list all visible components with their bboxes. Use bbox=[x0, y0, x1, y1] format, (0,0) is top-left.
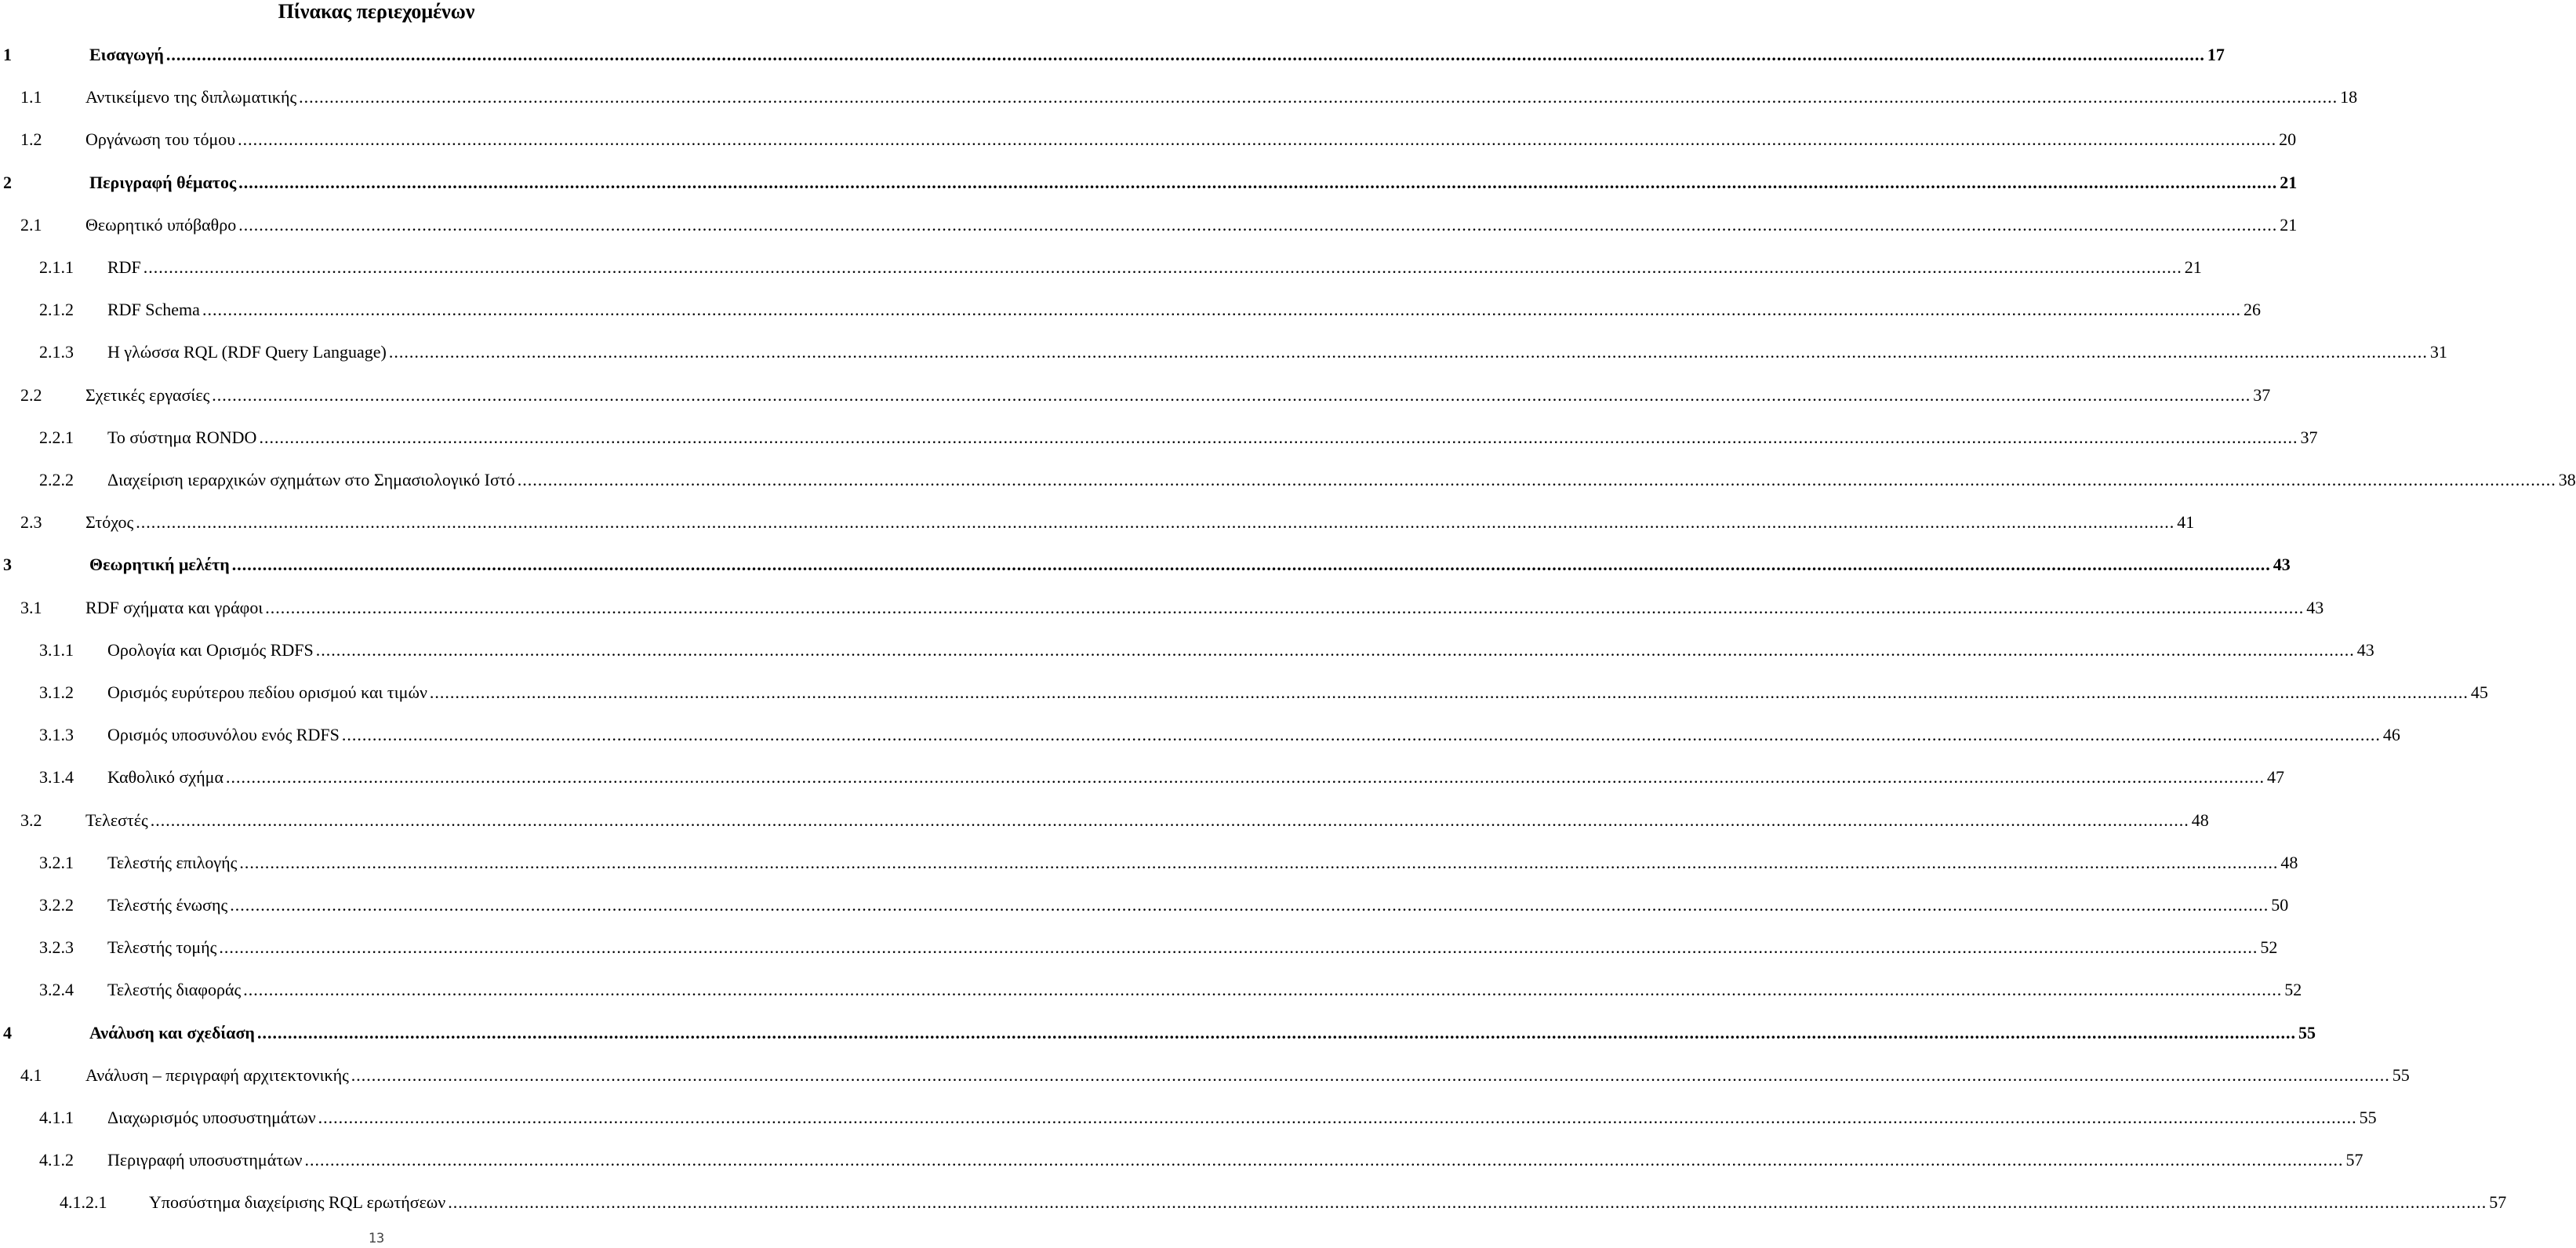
toc-entry-body bbox=[85, 127, 2297, 152]
toc-entry-body bbox=[107, 680, 2488, 705]
toc-entry[interactable] bbox=[0, 468, 2576, 493]
toc-entry-page: 20 bbox=[2279, 129, 2297, 149]
toc-entry-body bbox=[107, 297, 2261, 322]
toc-entry-title: Ορισμός ευρύτερου πεδίου ορισμού και τιμών bbox=[107, 682, 427, 702]
toc-entry-body bbox=[107, 638, 2374, 663]
page-number: 13 bbox=[368, 1231, 385, 1246]
toc-entry-title: Περιγραφή θέματος bbox=[89, 173, 237, 192]
dot-leader: ................................................................................................................................................................................................................................................................................................................................................................................................................ bbox=[136, 512, 2175, 532]
toc-entry-page: 55 bbox=[2298, 1023, 2316, 1042]
toc-entry-page: 17 bbox=[2207, 45, 2225, 64]
toc-entry-number: 3.1.3 bbox=[39, 725, 74, 744]
toc-entry-body bbox=[85, 595, 2324, 620]
toc-entry-number: 3.1.2 bbox=[39, 682, 74, 702]
toc-entry-page: 57 bbox=[2489, 1192, 2507, 1212]
toc-entry-body bbox=[107, 1148, 2363, 1173]
dot-leader: ................................................................................................................................................................................................................................................................................................................................................................................................................ bbox=[212, 385, 2251, 405]
toc-entry-title: Διαχωρισμός υποσυστημάτων bbox=[107, 1108, 316, 1127]
toc-entry-page: 55 bbox=[2359, 1108, 2377, 1127]
toc-entry-page: 21 bbox=[2280, 215, 2298, 235]
dot-leader: ................................................................................................................................................................................................................................................................................................................................................................................................................ bbox=[388, 342, 2428, 362]
toc-entry-body bbox=[107, 935, 2278, 960]
toc-entry[interactable] bbox=[0, 850, 2298, 875]
dot-leader: ................................................................................................................................................................................................................................................................................................................................................................................................................ bbox=[219, 937, 2258, 957]
toc-entry-page: 55 bbox=[2392, 1065, 2410, 1085]
toc-entry[interactable] bbox=[0, 170, 2298, 195]
toc-entry-title: Σχετικές εργασίες bbox=[85, 385, 210, 405]
toc-entry-page: 38 bbox=[2558, 470, 2576, 489]
toc-entry[interactable] bbox=[0, 552, 2291, 577]
toc-entry[interactable] bbox=[0, 383, 2271, 408]
toc-entry-number: 3.2 bbox=[20, 810, 42, 830]
toc-entry-number: 3.2.2 bbox=[39, 895, 74, 915]
toc-entry-body bbox=[149, 1190, 2507, 1215]
dot-leader: ................................................................................................................................................................................................................................................................................................................................................................................................................ bbox=[318, 1108, 2357, 1127]
toc-entry-number: 2.1.2 bbox=[39, 300, 74, 319]
toc-entry-number: 2.2.2 bbox=[39, 470, 74, 489]
toc-entry-title: Περιγραφή υποσυστημάτων bbox=[107, 1150, 303, 1170]
dot-leader: ................................................................................................................................................................................................................................................................................................................................................................................................................ bbox=[517, 470, 2556, 489]
toc-entry[interactable] bbox=[0, 213, 2298, 238]
toc-entry-title: Εισαγωγή bbox=[89, 45, 164, 64]
toc-entry-title: Οργάνωση του τόμου bbox=[85, 129, 236, 149]
toc-entry-title: RDF bbox=[107, 257, 141, 277]
toc-entry[interactable] bbox=[0, 977, 2302, 1002]
toc-entry-body bbox=[107, 722, 2400, 748]
toc-entry-title: Θεωρητική μελέτη bbox=[89, 555, 230, 574]
toc-entry[interactable] bbox=[0, 595, 2324, 620]
toc-entry[interactable] bbox=[0, 722, 2400, 748]
dot-leader: ................................................................................................................................................................................................................................................................................................................................................................................................................ bbox=[243, 980, 2283, 999]
dot-leader: ................................................................................................................................................................................................................................................................................................................................................................................................................ bbox=[165, 45, 2205, 64]
toc-entry-title: Τελεστής ένωσης bbox=[107, 895, 228, 915]
dot-leader: ................................................................................................................................................................................................................................................................................................................................................................................................................ bbox=[448, 1192, 2487, 1212]
toc-entry-page: 18 bbox=[2340, 87, 2358, 107]
toc-entry-number: 3.1 bbox=[20, 598, 42, 617]
toc-entry-page: 21 bbox=[2184, 257, 2202, 277]
toc-entry-page: 37 bbox=[2253, 385, 2271, 405]
toc-entry-body bbox=[107, 977, 2302, 1002]
toc-entry[interactable] bbox=[0, 808, 2209, 833]
toc-entry[interactable] bbox=[0, 1021, 2316, 1046]
toc-entry-body bbox=[85, 383, 2271, 408]
toc-entry[interactable] bbox=[0, 255, 2202, 280]
toc-entry[interactable] bbox=[0, 340, 2447, 365]
toc-entry-title: Τελεστής τομής bbox=[107, 937, 217, 957]
toc-entry-body bbox=[85, 85, 2358, 110]
toc-entry-title: Τελεστές bbox=[85, 810, 148, 830]
toc-entry-body bbox=[107, 893, 2289, 918]
toc-entry[interactable] bbox=[0, 1063, 2410, 1088]
toc-entry-page: 47 bbox=[2267, 767, 2285, 787]
toc-entry-title: Στόχος bbox=[85, 512, 134, 532]
toc-entry-body bbox=[85, 213, 2298, 238]
toc-entry-body bbox=[107, 425, 2318, 450]
toc-entry-title: Η γλώσσα RQL (RDF Query Language) bbox=[107, 342, 387, 362]
toc-entry[interactable] bbox=[0, 935, 2278, 960]
toc-entry[interactable] bbox=[0, 1190, 2507, 1215]
dot-leader: ................................................................................................................................................................................................................................................................................................................................................................................................................ bbox=[226, 767, 2265, 787]
toc-entry[interactable] bbox=[0, 893, 2289, 918]
toc-entry-page: 21 bbox=[2280, 173, 2298, 192]
toc-entry-page: 43 bbox=[2306, 598, 2324, 617]
dot-leader: ................................................................................................................................................................................................................................................................................................................................................................................................................ bbox=[238, 215, 2278, 235]
toc-entry-title: RDF σχήματα και γράφοι bbox=[85, 598, 263, 617]
toc-entry-title: Υποσύστημα διαχείρισης RQL ερωτήσεων bbox=[149, 1192, 446, 1212]
dot-leader: ................................................................................................................................................................................................................................................................................................................................................................................................................ bbox=[256, 1023, 2296, 1042]
toc-entry-number: 2.1.1 bbox=[39, 257, 74, 277]
toc-entry-page: 43 bbox=[2356, 640, 2374, 660]
toc-entry-page: 41 bbox=[2177, 512, 2195, 532]
toc-entry-number: 2.1 bbox=[20, 215, 42, 235]
toc-entry-title: Τελεστής διαφοράς bbox=[107, 980, 242, 999]
toc-entry-number: 4.1.2 bbox=[39, 1150, 74, 1170]
toc-entry-title: Ορισμός υποσυνόλου ενός RDFS bbox=[107, 725, 340, 744]
toc-entry-body bbox=[107, 255, 2202, 280]
toc-entry-number: 3.2.1 bbox=[39, 853, 74, 872]
toc-entry[interactable] bbox=[0, 1105, 2377, 1130]
toc-entry-page: 45 bbox=[2470, 682, 2488, 702]
toc-entry[interactable] bbox=[0, 85, 2358, 110]
toc-entry-page: 50 bbox=[2271, 895, 2289, 915]
toc-entry-title: RDF Schema bbox=[107, 300, 200, 319]
dot-leader: ................................................................................................................................................................................................................................................................................................................................................................................................................ bbox=[304, 1150, 2344, 1170]
toc-entry-body bbox=[107, 765, 2285, 790]
dot-leader: ................................................................................................................................................................................................................................................................................................................................................................................................................ bbox=[429, 682, 2469, 702]
toc-entry-page: 48 bbox=[2280, 853, 2298, 872]
toc-entry-body bbox=[89, 1021, 2316, 1046]
toc-entry-number: 4 bbox=[3, 1023, 12, 1042]
toc-entry-number: 3.2.4 bbox=[39, 980, 74, 999]
toc-entry-title: Τελεστής επιλογής bbox=[107, 853, 238, 872]
toc-entry-body bbox=[89, 42, 2225, 67]
toc-entry-number: 4.1 bbox=[20, 1065, 42, 1085]
toc-entry-page: 37 bbox=[2300, 428, 2318, 447]
dot-leader: ................................................................................................................................................................................................................................................................................................................................................................................................................ bbox=[238, 129, 2277, 149]
dot-leader: ................................................................................................................................................................................................................................................................................................................................................................................................................ bbox=[202, 300, 2241, 319]
toc-entry-number: 1 bbox=[3, 45, 12, 64]
page-title: Πίνακας περιεχομένων bbox=[278, 0, 475, 23]
toc-entry-title: Διαχείριση ιεραρχικών σχημάτων στο Σημασιολογικό Ιστό bbox=[107, 470, 515, 489]
toc-entry-body bbox=[107, 468, 2576, 493]
dot-leader: ................................................................................................................................................................................................................................................................................................................................................................................................................ bbox=[351, 1065, 2390, 1085]
toc-entry[interactable] bbox=[0, 42, 2225, 67]
toc-entry-title: Αντικείμενο της διπλωματικής bbox=[85, 87, 297, 107]
toc-entry-body bbox=[107, 1105, 2377, 1130]
toc-entry-number: 2.2.1 bbox=[39, 428, 74, 447]
toc-entry-page: 52 bbox=[2260, 937, 2278, 957]
toc-entry[interactable] bbox=[0, 1148, 2363, 1173]
toc-entry-page: 48 bbox=[2191, 810, 2209, 830]
toc-entry[interactable] bbox=[0, 765, 2285, 790]
toc-entry-title: Ανάλυση και σχεδίαση bbox=[89, 1023, 255, 1042]
toc-entry-number: 2.2 bbox=[20, 385, 42, 405]
toc-entry-page: 57 bbox=[2345, 1150, 2363, 1170]
toc-entry-number: 2 bbox=[3, 173, 12, 192]
toc-entry-body bbox=[85, 1063, 2410, 1088]
toc-entry-number: 3 bbox=[3, 555, 12, 574]
toc-entry-page: 46 bbox=[2382, 725, 2400, 744]
toc-entry-number: 1.1 bbox=[20, 87, 42, 107]
dot-leader: ................................................................................................................................................................................................................................................................................................................................................................................................................ bbox=[143, 257, 2182, 277]
toc-entry-number: 2.1.3 bbox=[39, 342, 74, 362]
toc-entry-title: Καθολικό σχήμα bbox=[107, 767, 224, 787]
toc-entry-body bbox=[85, 808, 2209, 833]
toc-entry-body bbox=[85, 510, 2195, 535]
dot-leader: ................................................................................................................................................................................................................................................................................................................................................................................................................ bbox=[259, 428, 2298, 447]
toc-entry-number: 3.1.1 bbox=[39, 640, 74, 660]
toc-entry-number: 4.1.2.1 bbox=[60, 1192, 107, 1212]
toc-entry-title: Ορολογία και Ορισμός RDFS bbox=[107, 640, 314, 660]
dot-leader: ................................................................................................................................................................................................................................................................................................................................................................................................................ bbox=[238, 173, 2278, 192]
toc-entry-number: 2.3 bbox=[20, 512, 42, 532]
dot-leader: ................................................................................................................................................................................................................................................................................................................................................................................................................ bbox=[265, 598, 2305, 617]
toc-entry[interactable] bbox=[0, 510, 2195, 535]
toc-entry-number: 3.1.4 bbox=[39, 767, 74, 787]
toc-entry-title: Θεωρητικό υπόβαθρο bbox=[85, 215, 237, 235]
toc-entry-title: Το σύστημα RONDO bbox=[107, 428, 257, 447]
dot-leader: ................................................................................................................................................................................................................................................................................................................................................................................................................ bbox=[315, 640, 2355, 660]
toc-entry-body bbox=[89, 170, 2298, 195]
dot-leader: ................................................................................................................................................................................................................................................................................................................................................................................................................ bbox=[150, 810, 2189, 830]
toc-entry-number: 1.2 bbox=[20, 129, 42, 149]
toc-entry[interactable] bbox=[0, 680, 2488, 705]
toc-entry-number: 4.1.1 bbox=[39, 1108, 74, 1127]
toc-entry-body bbox=[107, 340, 2447, 365]
toc-entry[interactable] bbox=[0, 127, 2297, 152]
dot-leader: ................................................................................................................................................................................................................................................................................................................................................................................................................ bbox=[230, 895, 2269, 915]
toc-entry-page: 26 bbox=[2243, 300, 2261, 319]
toc-entry[interactable] bbox=[0, 297, 2261, 322]
toc-entry[interactable] bbox=[0, 638, 2374, 663]
dot-leader: ................................................................................................................................................................................................................................................................................................................................................................................................................ bbox=[231, 555, 2271, 574]
toc-entry-page: 52 bbox=[2284, 980, 2302, 999]
dot-leader: ................................................................................................................................................................................................................................................................................................................................................................................................................ bbox=[239, 853, 2279, 872]
toc-entry-number: 3.2.3 bbox=[39, 937, 74, 957]
toc-entry-page: 43 bbox=[2273, 555, 2291, 574]
dot-leader: ................................................................................................................................................................................................................................................................................................................................................................................................................ bbox=[299, 87, 2338, 107]
toc-entry-body bbox=[89, 552, 2291, 577]
toc-entry-page: 31 bbox=[2429, 342, 2447, 362]
toc-entry-title: Ανάλυση – περιγραφή αρχιτεκτονικής bbox=[85, 1065, 349, 1085]
toc-entry[interactable] bbox=[0, 425, 2318, 450]
toc-entry-body bbox=[107, 850, 2298, 875]
dot-leader: ................................................................................................................................................................................................................................................................................................................................................................................................................ bbox=[341, 725, 2381, 744]
